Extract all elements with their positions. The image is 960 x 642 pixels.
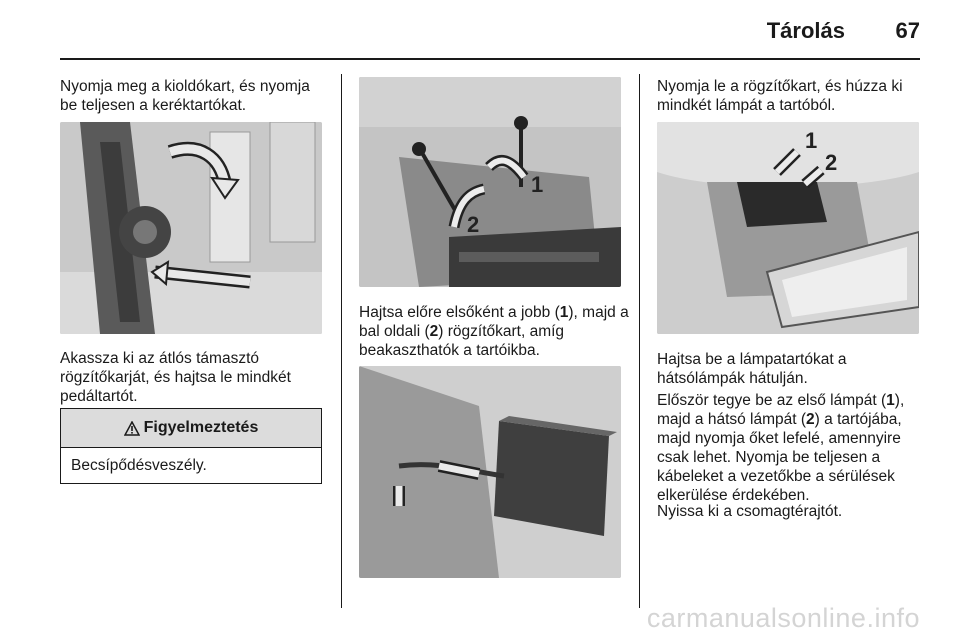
col2-para1-text-e: ) rögzítőkart, amíg beakaszthatók a tartóikba. [359, 323, 565, 359]
col3-para3-text-a: Először tegye be az első lámpát ( [657, 392, 887, 409]
page-number: 67 [895, 18, 920, 43]
col3-para3-text-e: ) a tartójába, majd nyomja őket lefelé, amennyire csak lehet. Nyomja be teljesen a kábeleket a vezetőkbe a sérülések elkerülése érdekében. [657, 411, 902, 504]
warning-triangle-icon [124, 421, 140, 436]
col2-para1-text-c: ), majd a bal oldali ( [359, 304, 629, 340]
warning-box [60, 408, 322, 484]
col2-paragraph-1 [359, 303, 629, 360]
col2-para1-ref-2: 2 [429, 323, 439, 340]
col3-paragraph-1: Nyomja le a rögzítőkart, és húzza ki mindkét lámpát a tartóból. [657, 78, 903, 114]
figure-lamp-removal [657, 122, 919, 334]
warning-text: Becsípődésveszély. [71, 457, 207, 474]
col3-para3-ref-1: 1 [886, 392, 895, 409]
callout-label-1: 1 [805, 128, 818, 153]
col3-paragraph-2: Hajtsa be a lámpatartókat a hátsólámpák hátulján. [657, 351, 847, 387]
callout-label-2: 2 [467, 212, 480, 237]
column-divider-2 [639, 74, 640, 608]
warning-header [61, 409, 321, 448]
header-rule [60, 58, 920, 60]
figure-locking-levers [359, 77, 621, 287]
col1-paragraph-2: Akassza ki az átlós támasztó rögzítőkarját, és hajtsa le mindkét pedáltartót. [60, 350, 291, 405]
col3-para3-text-c: ), majd a hátsó lámpát ( [657, 392, 905, 428]
col1-paragraph-1: Nyomja meg a kioldókart, és nyomja be teljesen a keréktartókat. [60, 78, 310, 114]
callout-label-2: 2 [825, 150, 838, 175]
col2-para1-text-a: Hajtsa előre elsőként a jobb ( [359, 304, 560, 321]
callout-label-1: 1 [531, 172, 544, 197]
figure-lamp-holder [359, 366, 621, 578]
wheel-holder-illustration [60, 122, 322, 334]
warning-title: Figyelmeztetés [143, 419, 259, 436]
col3-paragraph-4: Nyissa ki a csomagtérajtót. [657, 503, 843, 520]
watermark: carmanualsonline.info [646, 603, 920, 633]
col2-para1-ref-1: 1 [559, 304, 569, 321]
locking-levers-illustration [359, 77, 621, 287]
column-divider-1 [341, 74, 342, 608]
section-title: Tárolás [766, 18, 845, 43]
lamp-removal-illustration [657, 122, 919, 334]
figure-wheel-holder [60, 122, 322, 334]
page-header [0, 0, 960, 62]
col3-paragraph-3 [657, 391, 932, 505]
lamp-holder-illustration [359, 366, 621, 578]
col3-para3-ref-2: 2 [806, 411, 815, 428]
